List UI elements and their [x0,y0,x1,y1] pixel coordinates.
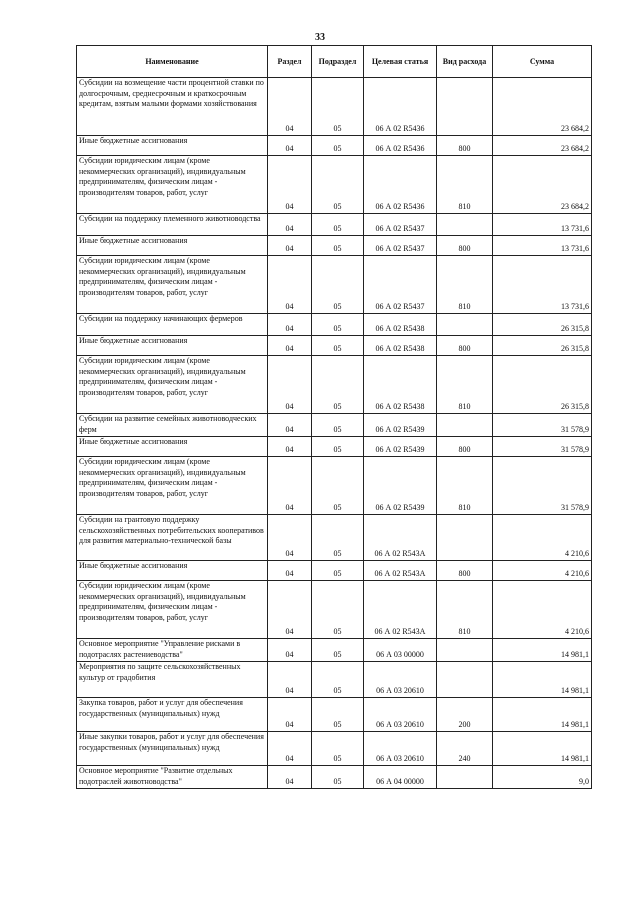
cell-sum: 13 731,6 [493,214,592,236]
cell-name: Иные бюджетные ассигнования [77,136,268,156]
cell-name: Основное мероприятие "Развитие отдельных подотраслей животноводства" [77,766,268,789]
cell-section: 04 [268,561,312,581]
cell-kind: 810 [437,581,493,639]
table-row [77,639,592,662]
cell-subsection: 05 [312,437,364,457]
cell-sum: 13 731,6 [493,236,592,256]
table-body [77,78,592,789]
cell-section: 04 [268,256,312,314]
cell-sum: 14 981,1 [493,639,592,662]
table-header-row [77,46,592,78]
cell-sum: 9,0 [493,766,592,789]
cell-kind: 800 [437,236,493,256]
cell-section: 04 [268,236,312,256]
cell-name: Основное мероприятие "Управление рисками в подотраслях растениеводства" [77,639,268,662]
cell-sum: 31 578,9 [493,437,592,457]
cell-target: 06 А 03 20610 [364,732,437,766]
cell-kind: 800 [437,437,493,457]
table-row [77,236,592,256]
header-section: Раздел [268,46,312,78]
cell-subsection: 05 [312,336,364,356]
cell-subsection: 05 [312,561,364,581]
table-row [77,662,592,698]
cell-sum: 26 315,8 [493,356,592,414]
cell-name: Субсидии юридическим лицам (кроме некоммерческих организаций), индивидуальным предпринимателям, физическим лицам - производителям товаров, работ, услуг [77,156,268,214]
cell-sum: 4 210,6 [493,581,592,639]
cell-target: 06 А 02 R543А [364,515,437,561]
cell-kind [437,515,493,561]
cell-subsection: 05 [312,156,364,214]
cell-kind [437,766,493,789]
cell-subsection: 05 [312,581,364,639]
cell-kind: 810 [437,156,493,214]
table-row [77,561,592,581]
cell-name: Субсидии на возмещение части процентной ставки по долгосрочным, среднесрочным и краткосрочным кредитам, взятым малыми формами хозяйствования [77,78,268,136]
cell-subsection: 05 [312,214,364,236]
table-row [77,414,592,437]
cell-section: 04 [268,356,312,414]
cell-target: 06 А 02 R543А [364,561,437,581]
cell-name: Субсидии юридическим лицам (кроме некоммерческих организаций), индивидуальным предпринимателям, физическим лицам - производителям товаров, работ, услуг [77,457,268,515]
cell-target: 06 А 02 R5438 [364,336,437,356]
cell-subsection: 05 [312,236,364,256]
cell-kind: 800 [437,561,493,581]
cell-kind [437,78,493,136]
cell-kind: 810 [437,256,493,314]
cell-subsection: 05 [312,662,364,698]
table-row [77,515,592,561]
cell-name: Субсидии на развитие семейных животноводческих ферм [77,414,268,437]
cell-target: 06 А 03 20610 [364,662,437,698]
header-target: Целевая статья [364,46,437,78]
cell-kind: 810 [437,356,493,414]
cell-section: 04 [268,639,312,662]
cell-subsection: 05 [312,766,364,789]
cell-sum: 31 578,9 [493,414,592,437]
cell-name: Иные бюджетные ассигнования [77,561,268,581]
cell-name: Закупка товаров, работ и услуг для обеспечения государственных (муниципальных) нужд [77,698,268,732]
cell-section: 04 [268,581,312,639]
header-sum: Сумма [493,46,592,78]
header-kind: Вид расхода [437,46,493,78]
table-row [77,78,592,136]
table-row [77,336,592,356]
cell-name: Иные бюджетные ассигнования [77,437,268,457]
cell-kind [437,314,493,336]
cell-target: 06 А 02 R5436 [364,136,437,156]
cell-section: 04 [268,214,312,236]
cell-section: 04 [268,457,312,515]
cell-section: 04 [268,78,312,136]
cell-section: 04 [268,414,312,437]
cell-target: 06 А 02 R5436 [364,156,437,214]
cell-section: 04 [268,336,312,356]
cell-subsection: 05 [312,639,364,662]
cell-sum: 26 315,8 [493,336,592,356]
cell-section: 04 [268,314,312,336]
cell-subsection: 05 [312,414,364,437]
cell-kind [437,662,493,698]
cell-name: Иные закупки товаров, работ и услуг для обеспечения государственных (муниципальных) нужд [77,732,268,766]
cell-kind: 800 [437,336,493,356]
cell-target: 06 А 02 R543А [364,581,437,639]
cell-kind: 240 [437,732,493,766]
cell-section: 04 [268,662,312,698]
table-row [77,766,592,789]
table-row [77,698,592,732]
cell-subsection: 05 [312,515,364,561]
cell-section: 04 [268,766,312,789]
cell-target: 06 А 02 R5437 [364,236,437,256]
cell-subsection: 05 [312,78,364,136]
cell-sum: 26 315,8 [493,314,592,336]
table-row [77,732,592,766]
page-number: 33 [315,32,325,43]
cell-subsection: 05 [312,136,364,156]
cell-section: 04 [268,515,312,561]
cell-target: 06 А 02 R5439 [364,437,437,457]
cell-kind: 200 [437,698,493,732]
cell-kind [437,214,493,236]
cell-section: 04 [268,437,312,457]
cell-kind: 810 [437,457,493,515]
cell-sum: 14 981,1 [493,732,592,766]
cell-subsection: 05 [312,356,364,414]
cell-name: Субсидии юридическим лицам (кроме некоммерческих организаций), индивидуальным предпринимателям, физическим лицам - производителям товаров, работ, услуг [77,581,268,639]
cell-target: 06 А 02 R5437 [364,214,437,236]
cell-sum: 14 981,1 [493,698,592,732]
cell-name: Субсидии юридическим лицам (кроме некоммерческих организаций), индивидуальным предпринимателям, физическим лицам - производителям товаров, работ, услуг [77,356,268,414]
cell-name: Субсидии на грантовую поддержку сельскохозяйственных потребительских кооперативов для развития материально-технической базы [77,515,268,561]
budget-table [76,45,592,789]
cell-target: 06 А 02 R5439 [364,457,437,515]
cell-name: Субсидии юридическим лицам (кроме некоммерческих организаций), индивидуальным предпринимателям, физическим лицам - производителям товаров, работ, услуг [77,256,268,314]
cell-target: 06 А 02 R5437 [364,256,437,314]
table-row [77,457,592,515]
table-row [77,256,592,314]
cell-name: Субсидии на поддержку начинающих фермеров [77,314,268,336]
cell-subsection: 05 [312,256,364,314]
cell-section: 04 [268,136,312,156]
cell-target: 06 А 03 20610 [364,698,437,732]
cell-subsection: 05 [312,314,364,336]
cell-target: 06 А 03 00000 [364,639,437,662]
cell-sum: 4 210,6 [493,515,592,561]
cell-subsection: 05 [312,732,364,766]
cell-sum: 14 981,1 [493,662,592,698]
cell-name: Субсидии на поддержку племенного животноводства [77,214,268,236]
cell-subsection: 05 [312,457,364,515]
header-subsection: Подраздел [312,46,364,78]
table-row [77,314,592,336]
table-row [77,214,592,236]
cell-name: Иные бюджетные ассигнования [77,336,268,356]
table-row [77,156,592,214]
cell-target: 06 А 02 R5436 [364,78,437,136]
cell-sum: 23 684,2 [493,156,592,214]
cell-section: 04 [268,156,312,214]
cell-sum: 31 578,9 [493,457,592,515]
cell-target: 06 А 04 00000 [364,766,437,789]
cell-name: Мероприятия по защите сельскохозяйственных культур от градобития [77,662,268,698]
table-row [77,437,592,457]
cell-kind: 800 [437,136,493,156]
cell-name: Иные бюджетные ассигнования [77,236,268,256]
table-row [77,356,592,414]
table-row [77,581,592,639]
header-name: Наименование [77,46,268,78]
cell-sum: 23 684,2 [493,78,592,136]
table-row [77,136,592,156]
cell-target: 06 А 02 R5438 [364,356,437,414]
cell-kind [437,639,493,662]
cell-sum: 23 684,2 [493,136,592,156]
cell-section: 04 [268,698,312,732]
cell-kind [437,414,493,437]
cell-sum: 4 210,6 [493,561,592,581]
cell-target: 06 А 02 R5438 [364,314,437,336]
cell-target: 06 А 02 R5439 [364,414,437,437]
cell-subsection: 05 [312,698,364,732]
cell-sum: 13 731,6 [493,256,592,314]
cell-section: 04 [268,732,312,766]
